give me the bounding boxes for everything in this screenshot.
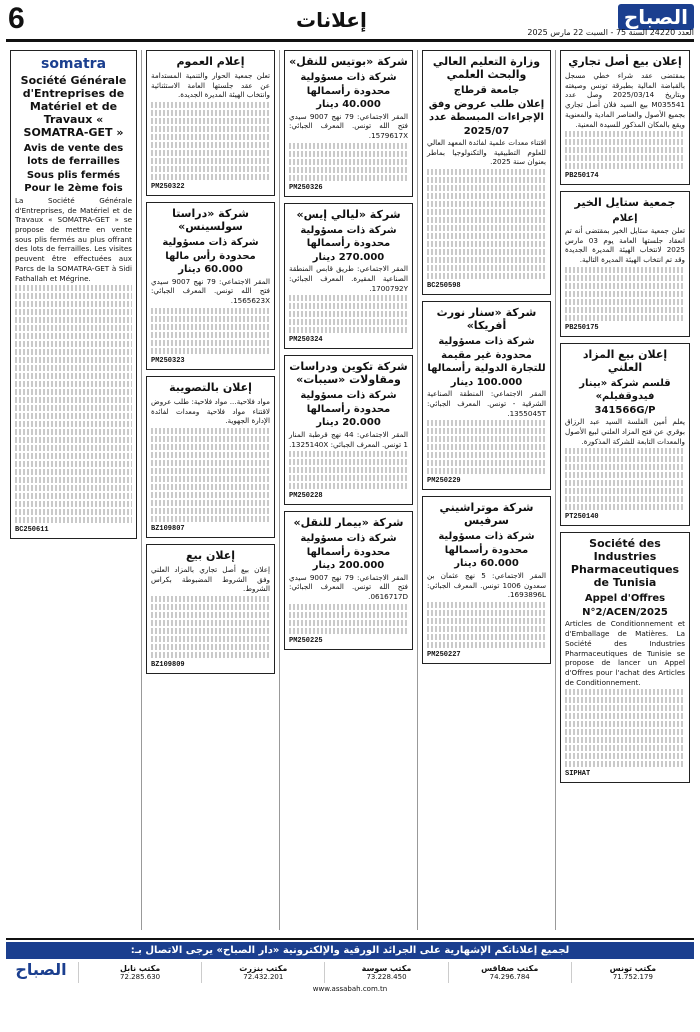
ad-ref: PB250175: [565, 323, 599, 332]
ad-title: إعلان بيع أصل تجاري: [568, 55, 682, 68]
ad-text: المقر الاجتماعي: 79 نهج 9007 سيدي فتح الله تونس. المعرف الجبائي: 0616717D.: [289, 572, 408, 602]
ad-box: [284, 203, 413, 350]
ad-box: [560, 343, 690, 527]
ad-title: شركة «بوتيس للنقل»: [289, 55, 408, 68]
footer-logo: الصباح: [15, 960, 67, 979]
office-item: مكتب بنزرت 72.432.201: [201, 962, 324, 983]
ad-headline: شركة ذات مسؤولية محدودة رأسمالها 200.000 دينار: [300, 533, 397, 572]
ad-title: وزارة التعليم العالي والبحث العلمي: [432, 55, 541, 81]
ad-headline: شركة ذات مسؤولية محدودة رأسمالها 40.000 دينار: [300, 72, 397, 110]
somatra-logo: somatra: [40, 56, 107, 72]
ad-box: [422, 50, 551, 295]
ad-title: شركة تكوين ودراسات ومقاولات «سيبات»: [289, 360, 408, 387]
ad-box: [422, 301, 551, 490]
ad-box: [146, 544, 275, 674]
issue-line: العدد 24220 السنة 75 - السبت 22 مارس 2025: [527, 28, 694, 37]
ad-title: شركة «بيمار للنقل»: [293, 516, 404, 530]
office-item: مكتب نابل 72.285.630: [78, 962, 201, 983]
ad-headline: شركة ذات مسؤولية محدودة رأسمالها 270.000 دينار: [300, 224, 397, 263]
ad-subtitle: Appel d'Offres N°2/ACEN/2025: [582, 593, 668, 618]
office-item: مكتب سوسة 73.228.450: [324, 962, 447, 983]
ad-subtitle: إعلام: [612, 213, 638, 225]
ad-box: [284, 355, 413, 505]
ad-text: تعلن جمعية ستايل الخير بمقتضى أنه تم انعقاد جلستها العامة يوم 03 مارس 2025 لانتخاب الهيئة المديرة الجديدة وقد تم انتخاب الهيئة المديرة التالية.: [565, 225, 685, 264]
ad-title: شركة موتراشيني سرفيس: [439, 501, 534, 528]
ad-text: مواد فلاحية... مواد فلاحية: طلب عروض لاقتناء مواد فلاحية ومعدات لفائدة الإدارة الجهوية.: [151, 396, 270, 426]
ad-box: [422, 496, 551, 664]
ad-subtitle: Avis de vente des lots de ferrailles Sous plis fermés: [23, 142, 124, 181]
ad-ref: PM250326: [289, 183, 323, 192]
ad-ref: PB250174: [565, 172, 599, 181]
ad-ref: PM250225: [289, 636, 323, 645]
column-3: [279, 50, 417, 930]
office-item: مكتب تونس 71.752.179: [571, 962, 694, 983]
ad-headline: شركة ذات مسؤولية محدودة رأس مالها 60.000 دينار: [162, 237, 259, 276]
ad-headline: شركة ذات مسؤولية محدودة غير مقيمة للتجارة الدولية رأسمالها 100.000 دينار: [427, 336, 546, 388]
ad-box: [10, 50, 137, 539]
column-2: [417, 50, 555, 930]
ad-title: شركة «سنار نورث أفريكا»: [436, 306, 537, 333]
ad-text: المقر الاجتماعي: 44 نهج قرطبة المنار 1 تونس. المعرف الجبائي: 1325140X.: [289, 429, 408, 449]
brand-logo: الصباح: [618, 4, 694, 30]
ad-text: المقر الاجتماعي: 5 نهج عثمان بن سعدون 1006 تونس. المعرف الجبائي: 1693896L.: [427, 570, 546, 600]
ad-text: المقر الاجتماعي: طريق قابس المنطقة الصناعية المقيرة. المعرف الجبائي: 1700792Y.: [289, 264, 408, 293]
ad-text: La Société Générale d'Entreprises, de Matériel et de Travaux « SOMATRA-GET » se propose de mettre en vente sous plis fermés au plus offrant des lots de ferrailles. Les visites peuvent être effectuées aux Parcs de la SOMATRA-GET à Sidi Fathallah et Mégrine.: [15, 195, 132, 283]
ad-subtitle: قلسم شركة «بينار فيدوقفيلم» 341566G/P: [579, 377, 671, 416]
ad-ref: PM250227: [427, 650, 461, 659]
office-item: مكتب صفاقس 74.296.784: [448, 962, 571, 983]
column-5: [6, 50, 141, 930]
ad-text: إعلان بيع أصل تجاري بالمزاد العلني وفق الشروط المضبوطة بكراس الشروط.: [151, 564, 270, 594]
ad-box: [560, 50, 690, 185]
ad-subtitle: جامعة قرطاج: [453, 85, 520, 96]
column-4: [141, 50, 279, 930]
page-header: [6, 4, 694, 42]
ad-text: المقر الاجتماعي: المنطقة الصناعية الشرقية - تونس. المعرف الجبائي: 1355045T.: [427, 389, 546, 418]
ad-title: إعلام العموم: [176, 55, 245, 68]
ad-box: [146, 50, 275, 196]
ad-subtitle-2: Pour le 2ème fois: [24, 183, 123, 195]
ad-headline: إعلان طلب عروض وفق الإجراءات المبسطة عدد 2025/07: [428, 98, 545, 137]
ad-ref: PT250140: [565, 513, 599, 522]
ad-ref: BC250598: [427, 282, 461, 291]
ad-text: بمقتضى عقد شراء خطي مسجل بالقباضة المالية بطبرقة تونس وصيغته وبتاريخ 2025/03/14 وصل عدد M035541 بيع السيد فلان أصل تجاري بجميع الأصول والعناصر المادية والمعنوية ويقع بالمكان المذكور للسيدة المعنية.: [565, 71, 685, 129]
footer-banner: لجميع إعلاناتكم الإشهارية على الجرائد الورقية والإلكترونية «دار الصباح» يرجى الاتصال بـ:: [6, 942, 694, 959]
ad-box: [560, 532, 690, 783]
ad-box: [284, 511, 413, 650]
section-title: إعلانات: [296, 8, 367, 32]
ad-box: [146, 376, 275, 538]
ad-box: [560, 191, 690, 336]
page-footer: [6, 938, 694, 1026]
ad-ref: PM250229: [427, 477, 461, 486]
ad-title: إعلان بيع المزاد العلني: [582, 347, 668, 374]
ad-ref: PM250323: [151, 356, 185, 365]
ad-text: المقر الاجتماعي: 79 نهج 9007 سيدي فتح الله تونس. المعرف الجبائي: 1565623X.: [151, 276, 270, 306]
ad-title: جمعية ستايل الخير: [574, 196, 676, 210]
page-number: 6: [8, 2, 25, 35]
ad-title: إعلان بالتصويبة: [169, 380, 252, 394]
ad-text: تعلن جمعية الحوار والتنمية المستدامة عن عقد جلستها العامة الاستثنائية وانتخاب الهيئة المديرة الجديدة.: [151, 71, 270, 100]
ad-title: شركة «دراستا سولسينس»: [172, 207, 249, 234]
ad-title: شركة «ليالي إيس»: [296, 207, 401, 221]
ad-title: Société des Industries Pharmaceutiques de Tunisia: [570, 537, 680, 590]
ad-box: [284, 50, 413, 197]
ad-box: [146, 202, 275, 370]
ad-ref: PM250324: [289, 336, 323, 345]
ad-ref: SIPHAT: [565, 770, 591, 779]
ad-ref: BZ109809: [151, 661, 185, 670]
ad-ref: PM250228: [289, 492, 323, 501]
ad-text: يعلم أمين الفلسة السيد عبد الرزاق بوقري عن فتح المزاد العلني لبيع الأصول والمعدات التابعة للشركة المذكورة.: [565, 417, 685, 446]
ad-text: اقتناء معدات علمية لفائدة المعهد العالي للعلوم التطبيقية والتكنولوجيا بماطر بعنوان سنة 2025.: [427, 138, 546, 167]
ad-title: إعلان بيع: [186, 548, 235, 562]
column-1: [555, 50, 694, 930]
footer-website[interactable]: www.assabah.com.tn: [312, 985, 388, 993]
ad-headline: شركة ذات مسؤولية محدودة رأسمالها 60.000 دينار: [438, 531, 535, 570]
ad-ref: BC250611: [15, 526, 49, 535]
ad-text: Articles de Conditionnement et d'Emballage de Matières. La Société des Industries Pharmaceutiques de Tunisie se propose de lancer un Appel d'Offres pour l'achat des Articles de Conditionnement.: [565, 619, 685, 687]
ad-title: Société Générale d'Entreprises de Matériel et de Travaux « SOMATRA-GET »: [20, 73, 127, 139]
ad-text: المقر الاجتماعي: 79 نهج 9007 سيدي فتح الله تونس. المعرف الجبائي: 1579617X.: [289, 111, 408, 140]
ad-ref: BZ109807: [151, 524, 185, 533]
offices-list: [78, 962, 694, 983]
ad-ref: PM250322: [151, 183, 185, 192]
ad-headline: شركة ذات مسؤولية محدودة رأسمالها 20.000 دينار: [300, 390, 397, 429]
